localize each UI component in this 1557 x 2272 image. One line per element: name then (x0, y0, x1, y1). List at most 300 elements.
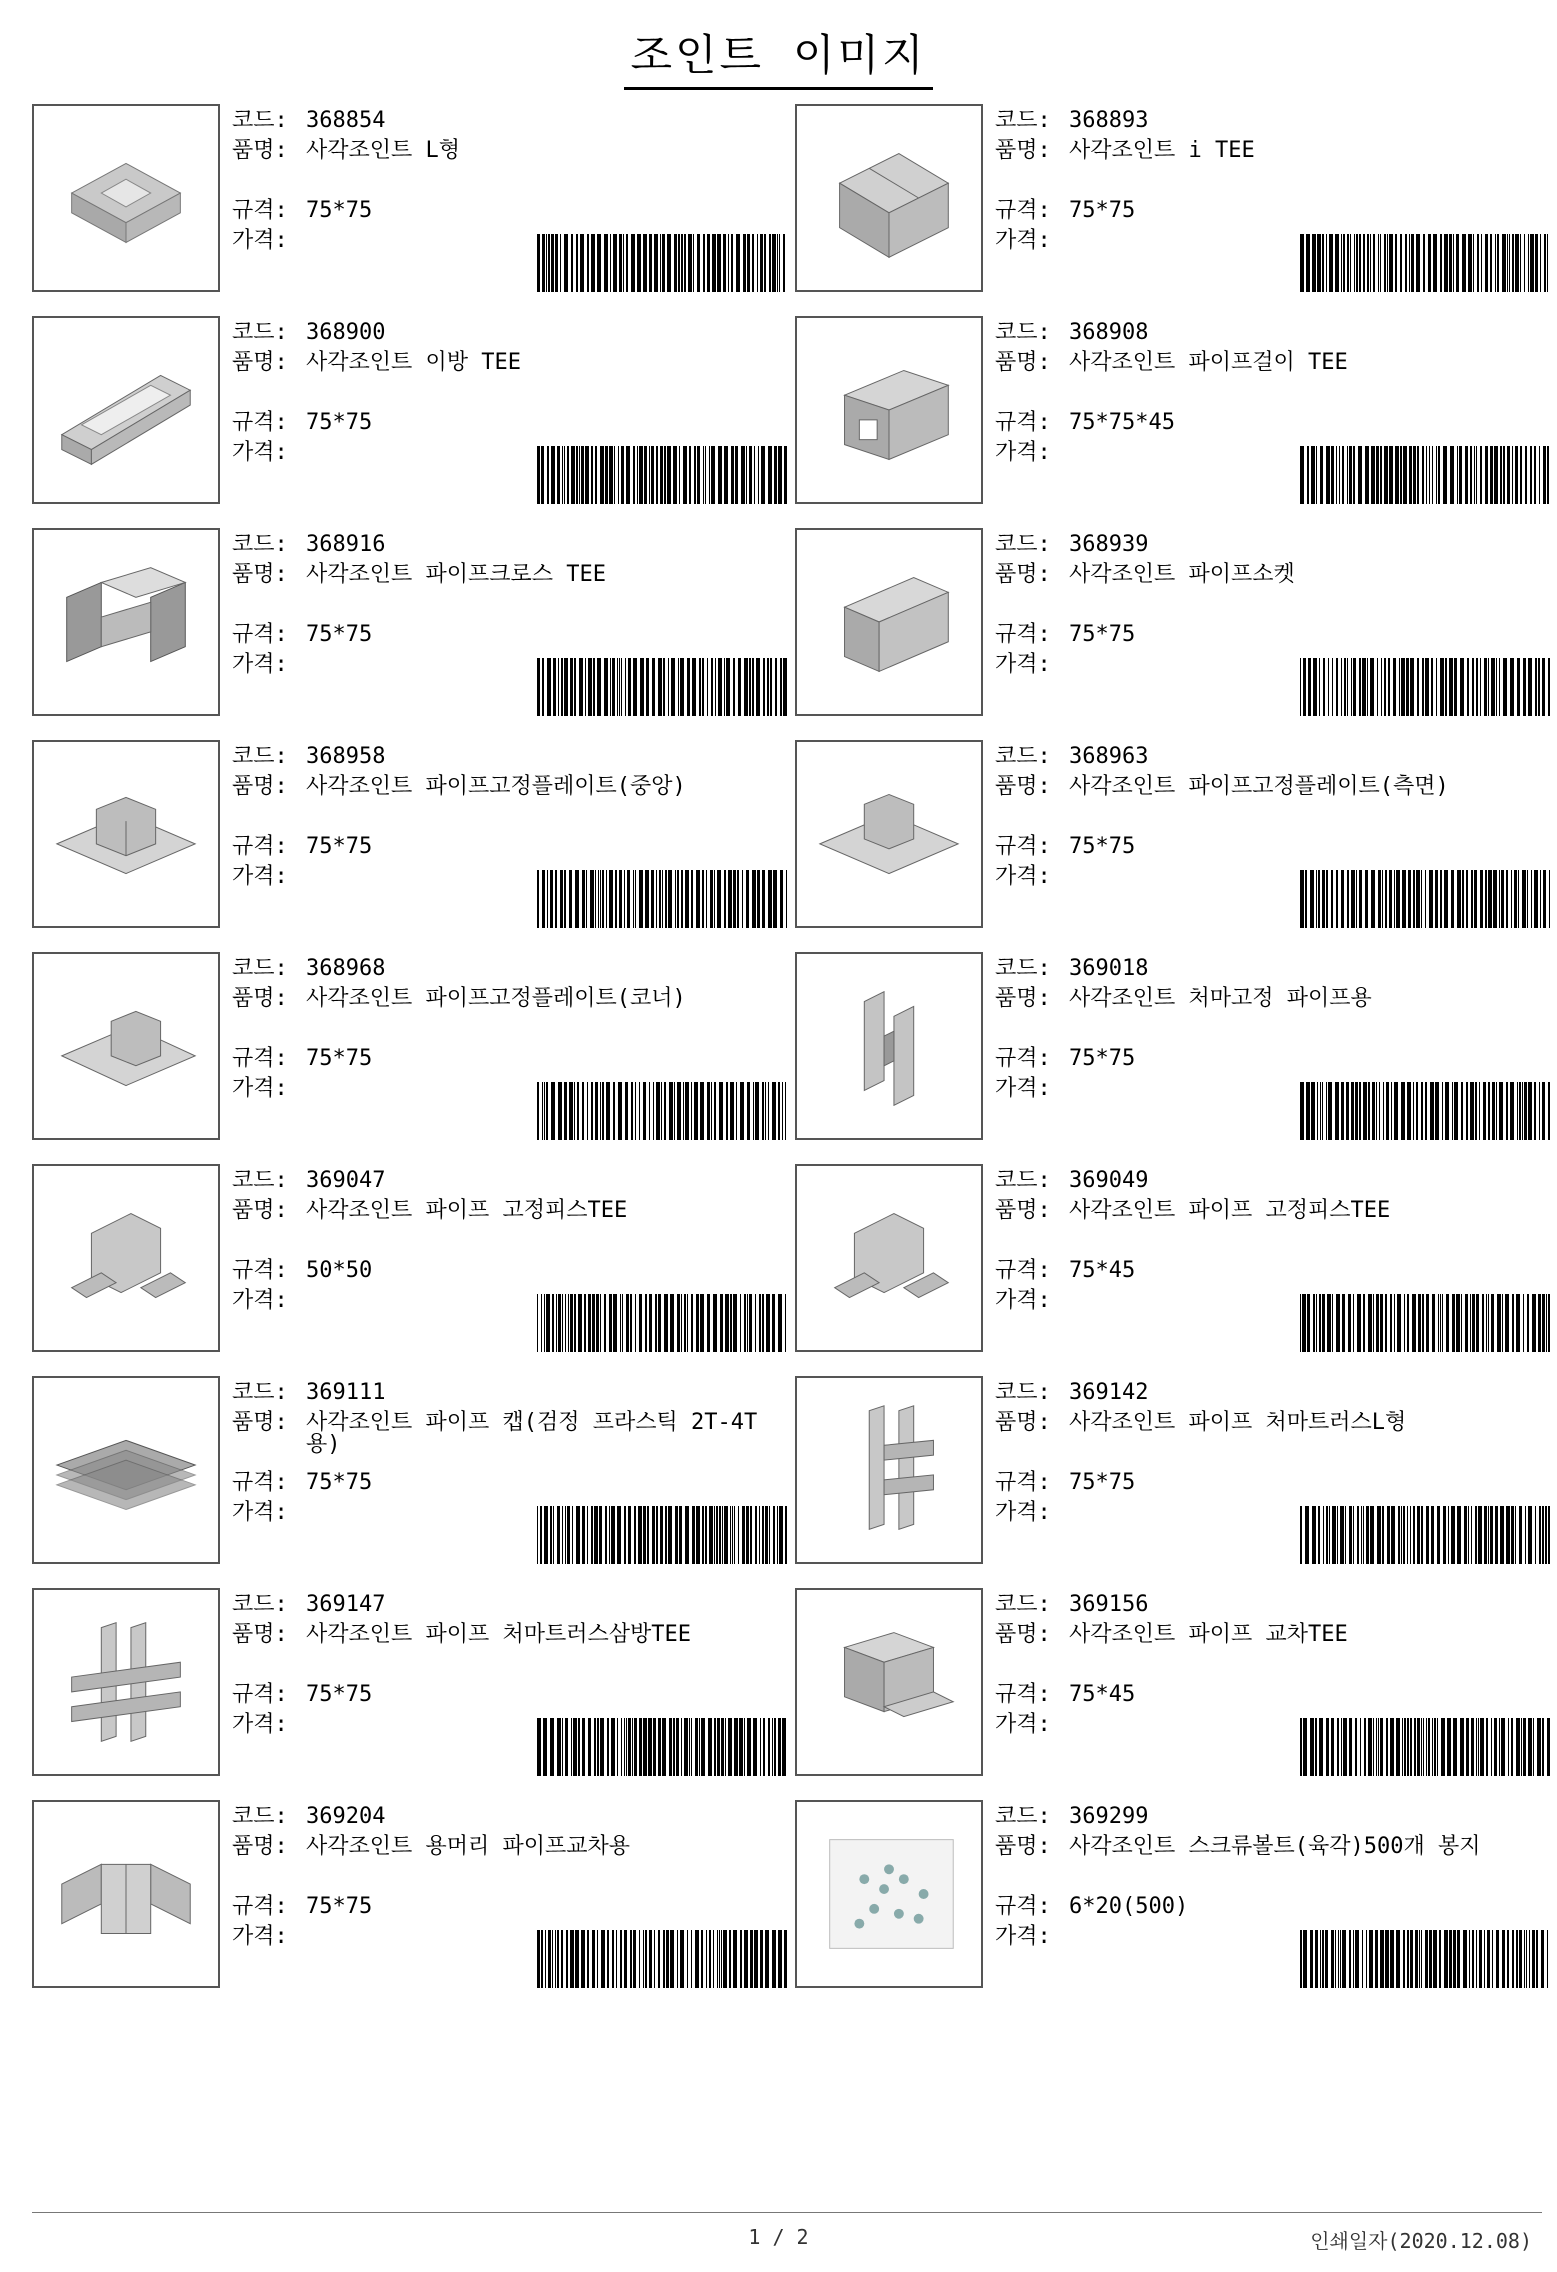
barcode-bar (1341, 234, 1342, 292)
barcode-bar (621, 446, 624, 504)
barcode-bar (718, 658, 722, 716)
barcode-bar (1403, 1930, 1405, 1988)
barcode-bar (726, 658, 730, 716)
barcode-bar (1413, 870, 1415, 928)
name-field (232, 136, 787, 196)
barcode-bar (616, 1930, 617, 1988)
barcode-bar (1440, 234, 1442, 292)
name-label: 품명: (232, 562, 288, 587)
barcode-bar (597, 658, 601, 716)
barcode-bar (685, 870, 689, 928)
barcode-bar (729, 1930, 731, 1988)
barcode-bar (1329, 1506, 1330, 1564)
barcode-bar (681, 1718, 682, 1776)
barcode-bar (1421, 1930, 1422, 1988)
barcode-bar (1419, 1930, 1420, 1988)
barcode-bar (700, 1082, 704, 1140)
barcode-bar (784, 446, 787, 504)
barcode-bar (675, 1506, 678, 1564)
barcode-bar (1326, 234, 1327, 292)
spec-field (995, 1680, 1550, 1710)
barcode-bar (1310, 1718, 1314, 1776)
barcode-bar (626, 1294, 629, 1352)
barcode-bar (1431, 658, 1433, 716)
barcode-bar (744, 658, 748, 716)
barcode-bar (1533, 1718, 1534, 1776)
eave-truss-three-way-icon (42, 1598, 210, 1766)
barcode-bar (595, 870, 596, 928)
barcode-bar (685, 1082, 689, 1140)
barcode-bar (1437, 1718, 1438, 1776)
barcode-bar (668, 1506, 672, 1564)
barcode-bar (1305, 1506, 1309, 1564)
barcode-bar (1305, 870, 1307, 928)
barcode-bar (591, 234, 595, 292)
barcode-bar (1509, 234, 1510, 292)
barcode-bar (740, 1930, 742, 1988)
barcode-bar (555, 234, 558, 292)
barcode-bar (561, 1930, 563, 1988)
spec-label: 규격: (232, 622, 288, 647)
barcode-bar (1461, 1294, 1462, 1352)
barcode-bar (1388, 658, 1390, 716)
barcode-bar (1547, 234, 1548, 292)
barcode-bar (626, 1718, 627, 1776)
barcode-bar (721, 1930, 722, 1988)
spec-label: 규격: (995, 410, 1051, 435)
barcode-bar (1356, 234, 1358, 292)
barcode-bar (654, 1930, 655, 1988)
barcode-bar (1349, 1930, 1351, 1988)
barcode-bar (1326, 1718, 1329, 1776)
barcode-bar (1336, 658, 1338, 716)
name-field (232, 984, 787, 1044)
barcode-bar (1422, 1294, 1424, 1352)
barcode-bar (1336, 1294, 1340, 1352)
barcode-bar (585, 446, 589, 504)
barcode-bar (1416, 870, 1420, 928)
barcode-bar (1528, 1506, 1532, 1564)
barcode-bar (1453, 234, 1454, 292)
barcode-bar (1499, 658, 1500, 716)
barcode-bar (1445, 1082, 1449, 1140)
barcode-bar (656, 446, 658, 504)
base-plate-corner-icon (42, 962, 210, 1130)
barcode-bar (733, 1930, 737, 1988)
barcode-bar (1425, 1930, 1428, 1988)
spec-value: 75*75 (306, 622, 373, 647)
barcode-bar (1542, 1082, 1545, 1140)
barcode-bar (722, 1506, 723, 1564)
code-field (232, 106, 787, 136)
barcode-bar (1483, 1082, 1486, 1140)
code-field (995, 530, 1550, 560)
spec-field (995, 620, 1550, 650)
barcode-bar (1454, 1082, 1458, 1140)
barcode-bar (1523, 1294, 1524, 1352)
barcode-bar (1438, 446, 1440, 504)
barcode-bar (749, 1294, 752, 1352)
barcode-bar (1503, 658, 1507, 716)
barcode-bar (1346, 1082, 1349, 1140)
barcode-bar (689, 446, 691, 504)
barcode-bar (1300, 234, 1304, 292)
barcode-bar (755, 1294, 756, 1352)
barcode-bar (623, 234, 624, 292)
barcode-bar (647, 1506, 649, 1564)
barcode-bar (703, 446, 704, 504)
code-label: 코드: (995, 532, 1051, 557)
product-image (795, 104, 983, 292)
barcode-bar (691, 1082, 692, 1140)
screw-bag-icon (805, 1810, 973, 1978)
barcode-bar (544, 1082, 545, 1140)
barcode-bar (692, 1506, 695, 1564)
barcode-bar (1339, 446, 1340, 504)
barcode-bar (1453, 1930, 1456, 1988)
barcode-bar (1449, 1930, 1452, 1988)
page-number: 1 / 2 (748, 2225, 809, 2249)
barcode-bar (1481, 234, 1482, 292)
barcode-bar (689, 1718, 690, 1776)
barcode-bar (1526, 1930, 1527, 1988)
name-label: 품명: (232, 138, 288, 163)
barcode-bar (550, 1506, 552, 1564)
barcode-bar (575, 870, 579, 928)
barcode-bar (663, 658, 665, 716)
barcode-bar (785, 1294, 786, 1352)
barcode-bar (561, 658, 563, 716)
barcode-bar (1516, 1718, 1520, 1776)
barcode-bar (553, 658, 556, 716)
barcode-bar (1402, 1718, 1403, 1776)
barcode-bar (754, 446, 755, 504)
barcode-bar (1532, 1294, 1536, 1352)
code-field (995, 742, 1550, 772)
product-item (32, 104, 792, 298)
barcode-bar (760, 234, 763, 292)
spec-label: 규격: (232, 1894, 288, 1919)
barcode-bar (1318, 870, 1320, 928)
price-label: 가격: (232, 1500, 288, 1525)
barcode-bar (1511, 1506, 1514, 1564)
barcode-bar (1488, 1294, 1489, 1352)
barcode-bar (1359, 870, 1362, 928)
barcode-bar (659, 870, 661, 928)
barcode-bar (712, 234, 716, 292)
name-value: 사각조인트 파이프고정플레이트(측면) (1069, 774, 1449, 799)
barcode-bar (610, 234, 611, 292)
barcode-bar (1340, 1930, 1341, 1988)
name-value: 사각조인트 파이프소켓 (1069, 562, 1295, 587)
barcode-bar (1425, 658, 1429, 716)
barcode-bar (1540, 234, 1541, 292)
barcode-bar (1453, 1718, 1457, 1776)
barcode-bar (1405, 234, 1407, 292)
barcode-bar (1496, 1082, 1497, 1140)
barcode (1300, 446, 1550, 504)
barcode-bar (618, 446, 619, 504)
barcode (1300, 658, 1550, 716)
code-field (995, 954, 1550, 984)
spec-value: 75*75 (306, 410, 373, 435)
barcode-bar (1341, 1718, 1342, 1776)
barcode-bar (1515, 1506, 1516, 1564)
name-field (232, 1408, 787, 1468)
name-field (995, 1196, 1550, 1256)
barcode-bar (1451, 1506, 1455, 1564)
barcode-bar (691, 1294, 693, 1352)
barcode-bar (1376, 1718, 1377, 1776)
barcode-bar (1542, 1506, 1544, 1564)
eave-bracket-icon (805, 962, 973, 1130)
barcode-bar (571, 234, 573, 292)
barcode-bar (1515, 446, 1518, 504)
code-value: 369147 (306, 1592, 386, 1617)
barcode-bar (1406, 658, 1409, 716)
barcode-bar (560, 234, 561, 292)
product-item (32, 1588, 792, 1782)
barcode-bar (1310, 870, 1314, 928)
barcode-bar (697, 234, 700, 292)
barcode-bar (730, 1082, 734, 1140)
barcode-bar (1378, 1718, 1379, 1776)
barcode-bar (625, 1082, 628, 1140)
barcode-bar (653, 1718, 656, 1776)
barcode-bar (1542, 1294, 1545, 1352)
barcode-bar (1353, 658, 1356, 716)
barcode-bar (631, 234, 635, 292)
spec-value: 75*75 (306, 198, 373, 223)
barcode-bar (1542, 1718, 1544, 1776)
name-value: 사각조인트 파이프고정플레이트(중앙) (306, 774, 686, 799)
barcode-bar (1385, 1930, 1389, 1988)
barcode-bar (1384, 234, 1386, 292)
barcode-bar (1322, 1294, 1325, 1352)
barcode-bar (658, 1718, 661, 1776)
barcode-bar (709, 1506, 713, 1564)
name-value: 사각조인트 파이프 고정피스TEE (1069, 1198, 1391, 1223)
name-field (232, 348, 787, 408)
barcode-bar (1395, 446, 1399, 504)
barcode-bar (1429, 870, 1433, 928)
barcode-bar (1315, 1930, 1318, 1988)
spec-field (995, 196, 1550, 226)
barcode-bar (571, 1718, 572, 1776)
barcode-bar (703, 234, 705, 292)
barcode-bar (733, 658, 735, 716)
spec-label: 규격: (995, 1894, 1051, 1919)
barcode-bar (1457, 1930, 1460, 1988)
barcode-bar (578, 1718, 580, 1776)
barcode-bar (725, 1718, 726, 1776)
code-label: 코드: (995, 956, 1051, 981)
barcode-bar (1477, 234, 1479, 292)
barcode-bar (761, 446, 765, 504)
barcode-bar (1474, 870, 1477, 928)
barcode-bar (1452, 1294, 1455, 1352)
barcode-bar (1480, 870, 1483, 928)
barcode-bar (1349, 1506, 1352, 1564)
barcode-bar (1445, 658, 1447, 716)
barcode-bar (713, 1294, 717, 1352)
barcode-bar (652, 658, 655, 716)
product-image (32, 1588, 220, 1776)
barcode-bar (551, 1082, 555, 1140)
barcode-bar (1348, 1294, 1351, 1352)
barcode-bar (1399, 658, 1400, 716)
barcode-bar (1306, 234, 1310, 292)
barcode-bar (550, 870, 553, 928)
pipe-cap-icon (42, 1386, 210, 1554)
barcode-bar (1507, 234, 1508, 292)
barcode-bar (570, 1294, 573, 1352)
barcode-bar (1317, 234, 1321, 292)
barcode-bar (1500, 1506, 1504, 1564)
barcode-bar (765, 1082, 766, 1140)
barcode-bar (545, 1930, 546, 1988)
barcode-bar (600, 1082, 601, 1140)
barcode-bar (635, 870, 636, 928)
barcode-bar (1311, 1082, 1315, 1140)
barcode (537, 1082, 787, 1140)
barcode-bar (1323, 1506, 1324, 1564)
barcode-bar (1397, 1294, 1401, 1352)
barcode-bar (1436, 446, 1437, 504)
barcode-bar (1378, 870, 1381, 928)
barcode-bar (564, 870, 566, 928)
barcode-bar (1394, 1294, 1395, 1352)
code-field (995, 1802, 1550, 1832)
barcode-bar (1401, 1506, 1402, 1564)
name-field (995, 1408, 1550, 1468)
barcode-bar (558, 658, 559, 716)
product-item (32, 316, 792, 510)
spec-field (995, 408, 1550, 438)
barcode-bar (691, 870, 693, 928)
barcode-bar (655, 1294, 657, 1352)
barcode-bar (609, 446, 613, 504)
barcode-bar (768, 1718, 770, 1776)
barcode-bar (1407, 1294, 1409, 1352)
barcode-bar (785, 1082, 786, 1140)
barcode-bar (1389, 870, 1392, 928)
barcode-bar (1486, 1718, 1488, 1776)
barcode-bar (537, 1930, 540, 1988)
spec-value: 75*75 (1069, 1470, 1136, 1495)
barcode-bar (1433, 1930, 1437, 1988)
spec-label: 규격: (995, 622, 1051, 647)
name-value: 사각조인트 파이프크로스 TEE (306, 562, 606, 587)
barcode-bar (1372, 1082, 1375, 1140)
code-value: 368963 (1069, 744, 1149, 769)
barcode-bar (597, 1930, 598, 1988)
name-field (995, 1620, 1550, 1680)
barcode-bar (1353, 1506, 1354, 1564)
barcode-bar (735, 446, 738, 504)
barcode-bar (1300, 446, 1304, 504)
barcode-bar (1417, 1718, 1420, 1776)
barcode-bar (595, 1082, 598, 1140)
barcode-bar (1331, 870, 1333, 928)
spec-value: 75*75 (1069, 198, 1136, 223)
barcode-bar (562, 1718, 563, 1776)
code-field (232, 1802, 787, 1832)
barcode-bar (1462, 870, 1464, 928)
barcode-bar (1373, 1718, 1374, 1776)
barcode-bar (1548, 658, 1550, 716)
barcode-bar (677, 1930, 678, 1988)
code-label: 코드: (995, 1804, 1051, 1829)
barcode-bar (1497, 234, 1499, 292)
barcode-bar (705, 1506, 707, 1564)
barcode-bar (747, 1082, 750, 1140)
barcode-bar (674, 234, 677, 292)
barcode-bar (701, 1718, 705, 1776)
barcode-bar (1355, 1718, 1357, 1776)
barcode-bar (1340, 1506, 1344, 1564)
barcode-bar (750, 1506, 752, 1564)
barcode-bar (537, 1506, 538, 1564)
product-image (795, 1376, 983, 1564)
barcode-bar (557, 446, 560, 504)
barcode-bar (778, 1930, 782, 1988)
barcode-bar (1534, 1082, 1536, 1140)
barcode-bar (1366, 1930, 1367, 1988)
barcode-bar (757, 234, 758, 292)
barcode-bar (1449, 658, 1453, 716)
price-label: 가격: (232, 864, 288, 889)
product-item (795, 740, 1555, 934)
barcode-bar (1476, 446, 1477, 504)
barcode-bar (631, 1082, 633, 1140)
code-value: 368968 (306, 956, 386, 981)
barcode-bar (696, 870, 700, 928)
barcode-bar (665, 870, 667, 928)
barcode-bar (546, 1294, 550, 1352)
barcode-bar (1478, 1718, 1479, 1776)
barcode-bar (1429, 446, 1430, 504)
barcode-bar (669, 1718, 672, 1776)
barcode-bar (1535, 234, 1538, 292)
barcode-bar (778, 1294, 782, 1352)
barcode-bar (1501, 1718, 1505, 1776)
product-item (32, 1164, 792, 1358)
barcode-bar (1402, 870, 1406, 928)
spec-field (232, 620, 787, 650)
barcode-bar (1465, 1294, 1468, 1352)
base-plate-center-icon (42, 750, 210, 918)
barcode-bar (1457, 870, 1461, 928)
price-label: 가격: (232, 440, 288, 465)
barcode (1300, 870, 1550, 928)
barcode-bar (1403, 446, 1407, 504)
barcode-bar (1417, 1506, 1420, 1564)
product-image (795, 740, 983, 928)
product-image (32, 1376, 220, 1564)
product-image (795, 952, 983, 1140)
barcode-bar (546, 1082, 548, 1140)
barcode-bar (542, 1082, 543, 1140)
name-value: 사각조인트 파이프고정플레이트(코너) (306, 986, 686, 1011)
barcode-bar (537, 234, 540, 292)
barcode-bar (1479, 1082, 1480, 1140)
code-field (995, 1590, 1550, 1620)
price-label: 가격: (995, 864, 1051, 889)
name-label: 품명: (995, 774, 1051, 799)
code-value: 369111 (306, 1380, 386, 1405)
barcode-bar (719, 1082, 723, 1140)
